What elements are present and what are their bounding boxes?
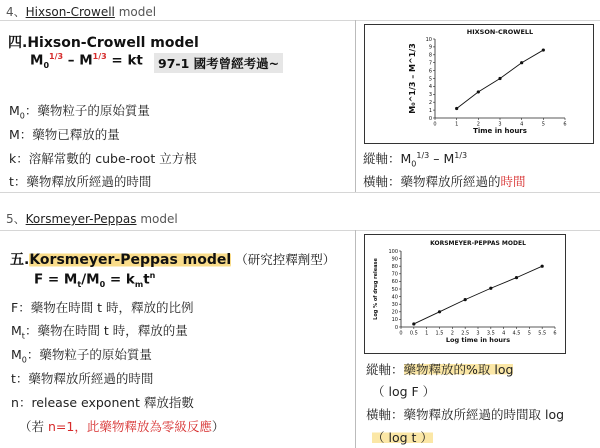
y-tick-label: 8 [428,52,432,59]
y-tick-label: 0 [394,324,398,331]
x-tick-label: 4 [520,121,524,128]
y-tick-label: 40 [391,294,398,301]
def-m0-2: $M_0$：藥物粒子的原始質量 [11,347,152,365]
x-tick-label: 4 [502,330,506,337]
y-tick-label: 20 [391,309,398,316]
x-tick-label: 5 [527,330,531,337]
y-tick-label: 10 [425,36,432,43]
y-tick-label: 10 [391,317,398,324]
korsmeyer-link[interactable]: Korsmeyer-Peppas [25,212,137,226]
y-tick-label: 7 [428,60,432,67]
def-n: n：release exponent 釋放指數 [11,395,194,410]
table2-divider [355,230,356,448]
def-m: M：藥物已釋放的量 [9,127,120,142]
table2-border-top [0,230,600,231]
chart-title: HIXSON-CROWELL [466,28,534,36]
y-tick-label: 0 [428,115,432,122]
y-axis-label: Log % of drug release [373,258,379,320]
korsmeyer-chart-svg [365,235,565,353]
data-point [520,61,523,64]
korsmeyer-caption-x-paren: （ log t ） [372,430,433,445]
hixson-equation: $M_0^{1/3} - M^{1/3}$ = kt [30,52,143,71]
y-tick-label: 90 [391,256,398,263]
x-tick-label: 5 [541,121,545,128]
y-tick-label: 1 [428,107,432,114]
hixson-box-title: 四.Hixson-Crowell model [8,35,199,51]
y-tick-label: 70 [391,271,398,278]
data-point [477,90,480,93]
y-tick-label: 3 [428,92,432,99]
x-tick-label: 4.5 [512,330,521,337]
y-tick-label: 4 [428,84,432,91]
y-tick-label: 50 [391,286,398,293]
x-tick-label: 0.5 [409,330,418,337]
zero-order-note: （若 n=1，此藥物釋放為零級反應） [19,419,225,434]
x-tick-label: 2 [476,121,480,128]
data-point [464,298,467,301]
y-tick-label: 2 [428,100,432,106]
data-point [498,77,501,80]
x-tick-label: 2.5 [461,330,470,337]
y-tick-label: 80 [391,264,398,270]
x-axis-label: Time in hours [473,127,527,135]
korsmeyer-caption-x: 橫軸：藥物釋放所經過的時間取 log [366,407,565,422]
hixson-caption-y: 縱軸：$M_0^{1/3} - M^{1/3}$ [363,150,468,169]
data-point [515,276,518,279]
table-border-top [0,20,600,21]
x-tick-label: 6 [553,330,557,337]
y-tick-label: 6 [428,68,432,75]
x-tick-label: 1 [425,330,429,337]
x-tick-label: 1 [455,121,459,128]
y-axis-label: M₀^1/3 – M^1/3 [408,43,417,114]
chart-title: KORSMEYER-PEPPAS MODEL [430,240,526,247]
data-point [455,107,458,110]
y-tick-label: 5 [428,76,432,83]
def-t-2: t：藥物釋放所經過的時間 [11,371,154,386]
korsmeyer-caption-y-paren: （ log F ） [372,384,436,399]
data-point [412,322,415,325]
x-tick-label: 3 [498,121,502,128]
y-tick-label: 30 [391,302,398,308]
x-tick-label: 0 [399,330,403,337]
korsmeyer-caption-y: 縱軸：藥物釋放的%取 log [366,362,514,377]
y-tick-label: 100 [388,248,398,255]
exam-note: 97-1 國考曾經考過~ [154,53,283,73]
series-line [414,266,542,324]
section-heading-hixson: 4、Hixson-Crowell model [6,5,157,19]
y-tick-label: 60 [391,279,398,286]
x-tick-label: 1.5 [435,330,444,337]
def-k: k：溶解常數的 cube-root 立方根 [9,151,197,166]
def-t: t：藥物釋放所經過的時間 [9,174,152,189]
x-tick-label: 2 [450,330,454,337]
data-point [438,310,441,313]
hixson-link[interactable]: Hixson-Crowell [25,5,115,19]
x-tick-label: 3.5 [486,330,495,337]
hixson-chart [364,24,594,144]
korsmeyer-box-title: 五.Korsmeyer-Peppas model （研究控釋劑型） [10,252,336,268]
table-divider-1 [355,20,356,192]
def-mt: $M_t$：藥物在時間 t 時，釋放的量 [11,323,188,341]
def-f: F：藥物在時間 t 時，釋放的比例 [11,300,194,315]
data-point [542,48,545,51]
y-tick-label: 9 [428,44,432,51]
section-heading-korsmeyer: 5、Korsmeyer-Peppas model [6,212,178,226]
table-border-bottom [0,192,600,193]
x-tick-label: 3 [476,330,480,337]
x-axis-label: Log time in hours [445,336,511,344]
hixson-chart-svg [365,25,593,143]
x-tick-label: 0 [433,121,437,128]
def-m0: $M_0$：藥物粒子的原始質量 [9,103,150,121]
korsmeyer-chart [364,234,566,354]
korsmeyer-equation: $F = M_t/M_0 = k_mt^n$ [34,271,156,290]
data-point [541,265,544,268]
x-tick-label: 6 [563,121,567,128]
data-point [489,287,492,290]
hixson-caption-x: 橫軸：藥物釋放所經過的時間 [363,174,526,189]
x-tick-label: 5.5 [538,330,547,337]
